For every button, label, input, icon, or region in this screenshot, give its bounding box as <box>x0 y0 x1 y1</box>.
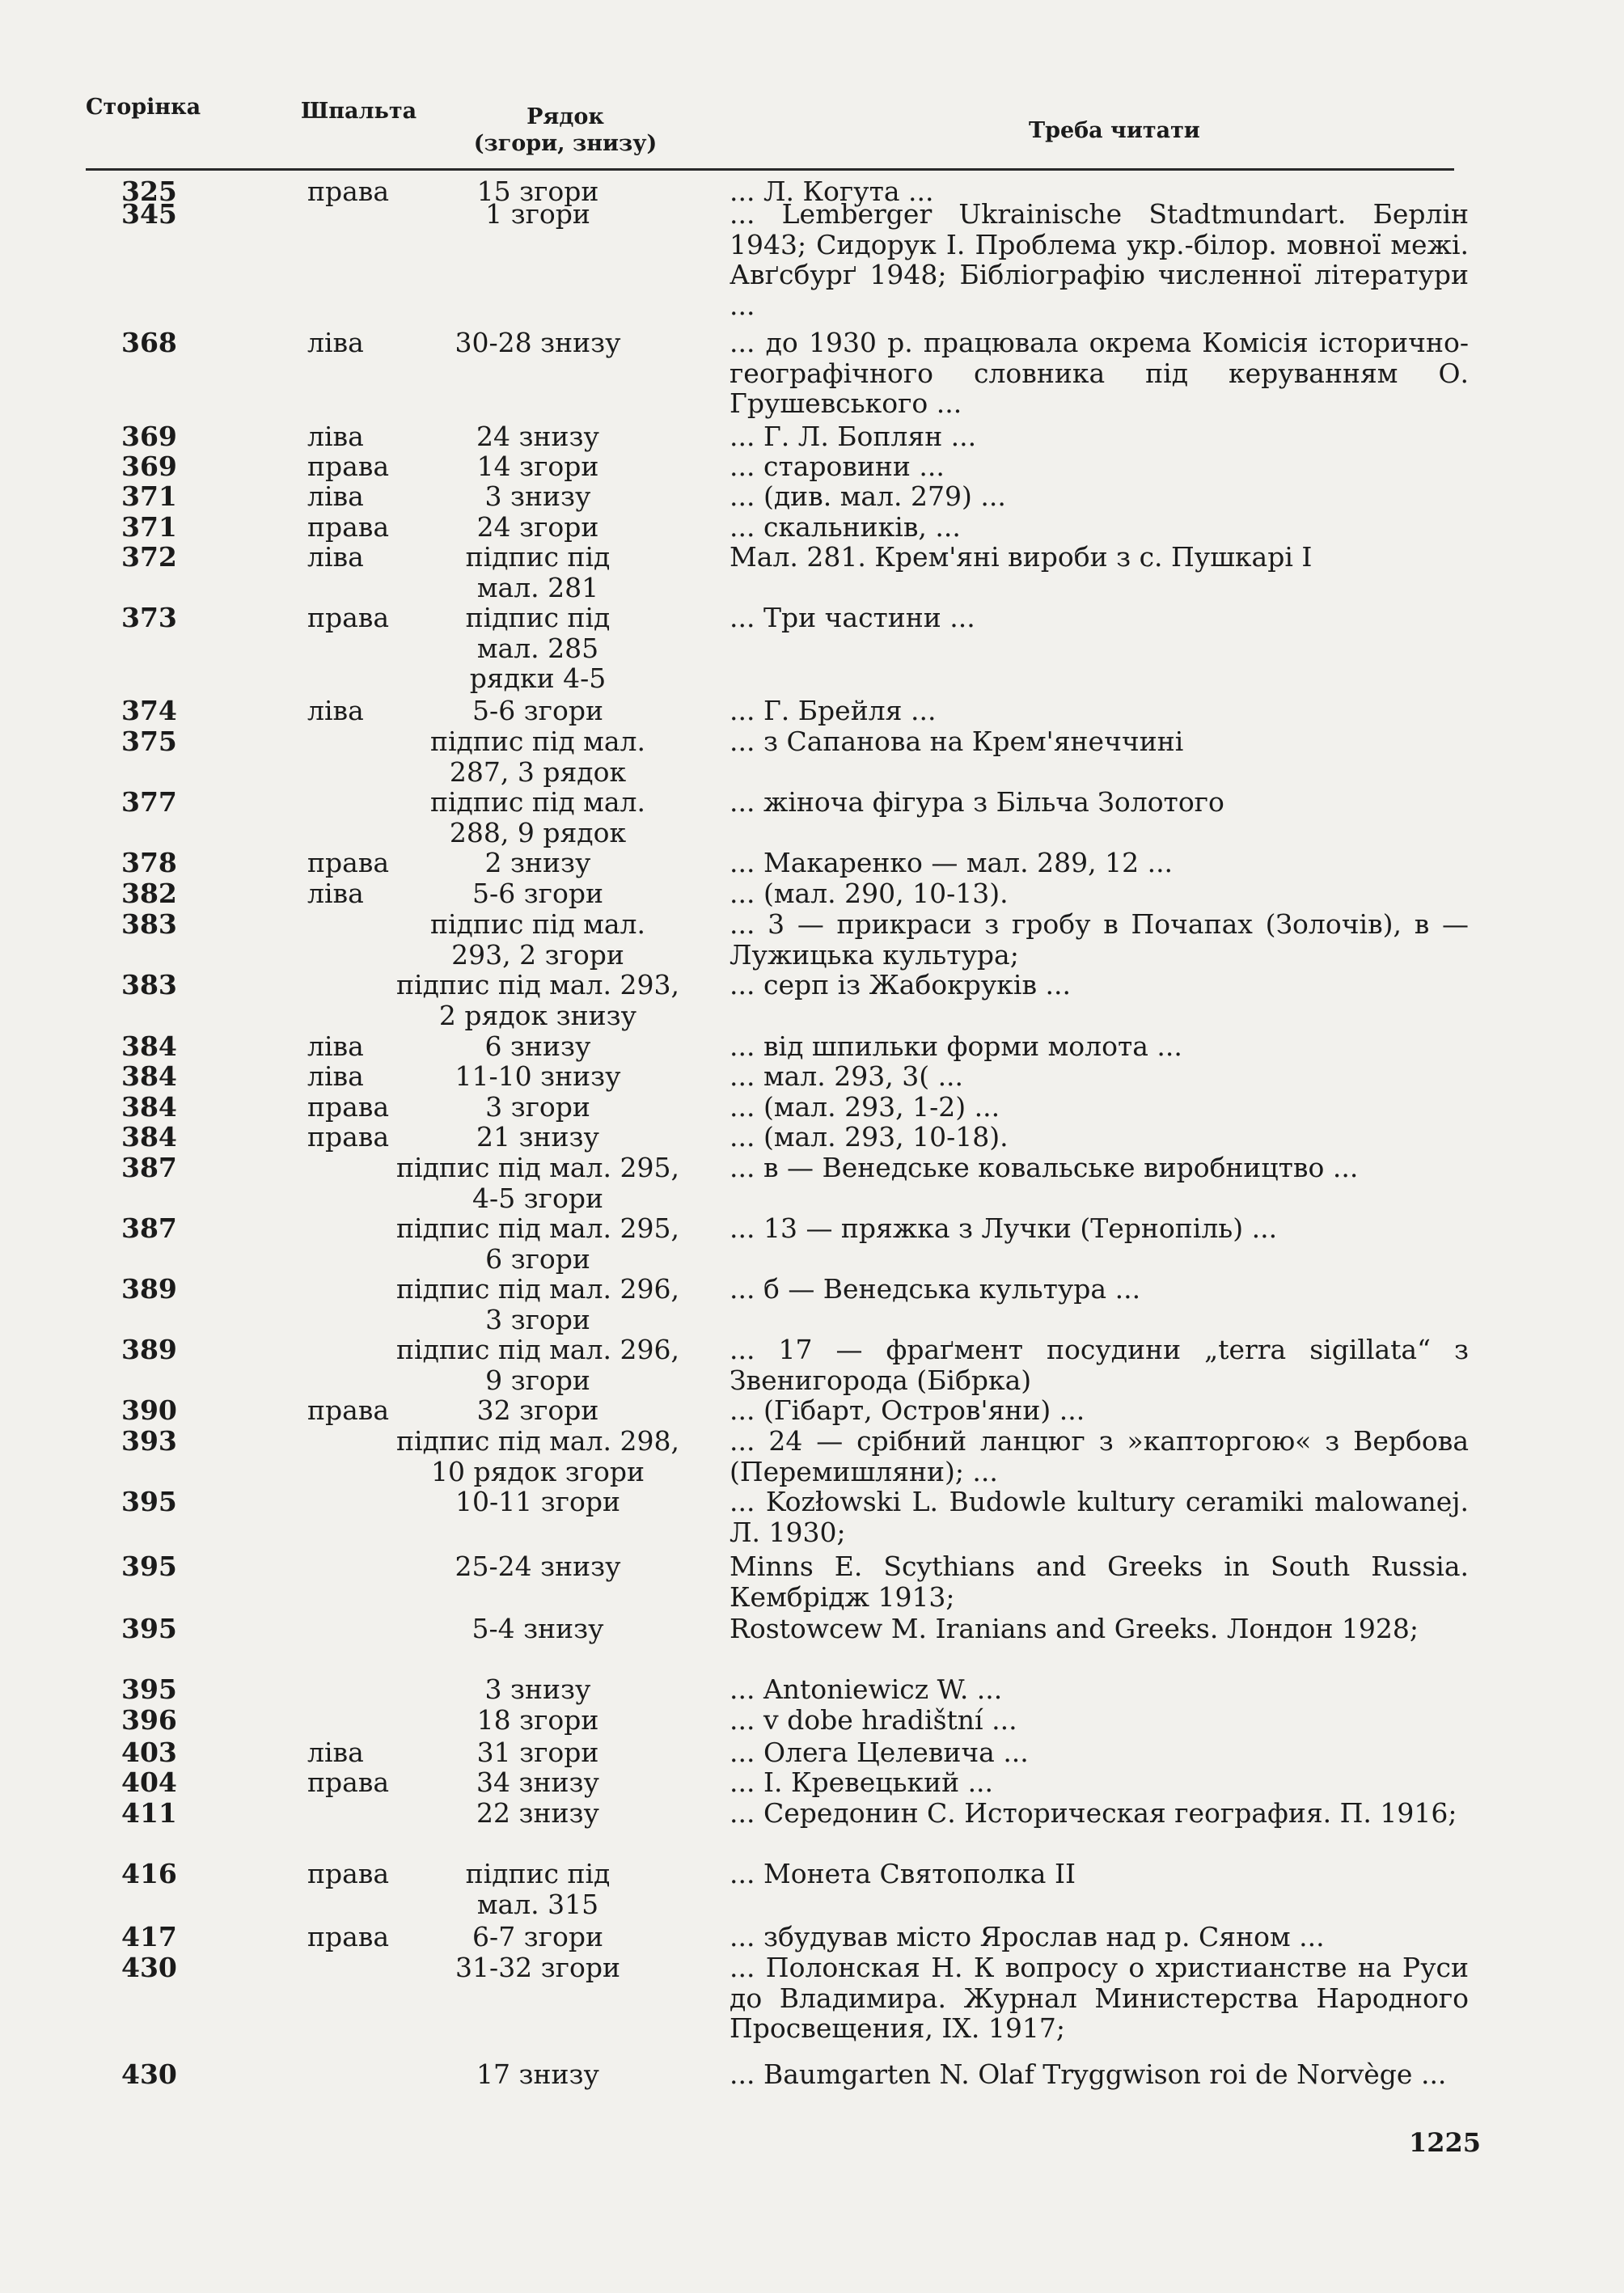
row-column: права <box>307 1121 390 1153</box>
row-correction: ... Л. Когута ... <box>730 176 934 207</box>
row-page-number: 384 <box>121 1060 177 1092</box>
row-page-number: 374 <box>121 695 177 726</box>
row-column: права <box>307 511 390 543</box>
row-correction: ... (мал. 290, 10-13). <box>730 878 1009 909</box>
header-read: Треба читати <box>1029 118 1200 143</box>
row-line: 2 знизу <box>484 847 591 878</box>
row-column: ліва <box>307 695 364 726</box>
row-line: 5-6 згори <box>472 695 603 726</box>
row-line: 15 згори <box>476 176 599 207</box>
row-line: 31-32 згори <box>455 1952 620 1983</box>
row-correction: ... Полонская Н. К вопросу о христианстве на Руси до Владимира. Журнал Министерства Народного Просвещения, IX. 1917; <box>730 1952 1469 2044</box>
row-correction: ... Г. Брейля ... <box>730 695 937 726</box>
row-column: ліва <box>307 1060 364 1092</box>
row-column: ліва <box>307 480 364 512</box>
row-line: підпис під мал. 315 <box>465 1858 611 1920</box>
row-line: 24 знизу <box>476 421 599 452</box>
row-page-number: 404 <box>121 1766 177 1798</box>
row-correction: ... скальників, ... <box>730 511 961 543</box>
row-correction: ... Lemberger Ukrainische Stadtmundart. Берлін 1943; Сидорук І. Проблема укр.-білор. мовної межі. Авґсбурґ 1948; Бібліографію численної літератури ... <box>730 198 1469 321</box>
row-correction: ... Baumgarten N. Olaf Tryggwison roi de Norvège ... <box>730 2058 1447 2090</box>
row-page-number: 403 <box>121 1737 177 1768</box>
row-line: підпис під мал. 287, 3 рядок <box>430 726 645 788</box>
row-column: ліва <box>307 327 364 358</box>
row-page-number: 371 <box>121 511 177 543</box>
row-correction: ... з Сапанова на Крем'янеччині <box>730 726 1184 757</box>
row-page-number: 369 <box>121 421 177 452</box>
row-correction: ... до 1930 р. працювала окрема Комісія історично-географічного словника під керуванням О. Грушевського ... <box>730 327 1469 419</box>
row-column: права <box>307 176 390 207</box>
header-rule <box>86 168 1454 171</box>
row-page-number: 395 <box>121 1613 177 1644</box>
row-page-number: 372 <box>121 541 177 573</box>
row-page-number: 345 <box>121 198 177 230</box>
row-column: ліва <box>307 878 364 909</box>
row-page-number: 383 <box>121 969 177 1001</box>
row-column: права <box>307 1394 390 1426</box>
row-line: 6-7 згори <box>472 1921 603 1952</box>
row-line: підпис під мал. 281 <box>465 541 611 603</box>
row-line: 3 згори <box>485 1091 590 1123</box>
row-line: 21 знизу <box>476 1121 599 1153</box>
row-page-number: 387 <box>121 1212 177 1244</box>
row-line: 5-4 знизу <box>472 1613 604 1644</box>
row-correction: ... v dobe hradištní ... <box>730 1704 1017 1736</box>
row-line: 10-11 згори <box>455 1486 620 1517</box>
row-line: 6 знизу <box>484 1030 591 1062</box>
row-page-number: 378 <box>121 847 177 878</box>
row-column: права <box>307 847 390 878</box>
row-line: 3 знизу <box>484 480 591 512</box>
row-page-number: 369 <box>121 451 177 482</box>
row-correction: Rostowcew M. Iranians and Greeks. Лондон 1928; <box>730 1613 1419 1644</box>
row-correction: ... (мал. 293, 10-18). <box>730 1121 1009 1153</box>
row-line: 30-28 знизу <box>455 327 621 358</box>
row-page-number: 373 <box>121 602 177 633</box>
row-correction: ... І. Кревецький ... <box>730 1766 994 1798</box>
row-correction: ... Antoniewicz W. ... <box>730 1673 1003 1705</box>
row-correction: ... Г. Л. Боплян ... <box>730 421 977 452</box>
row-page-number: 377 <box>121 786 177 818</box>
row-correction: Minns E. Scythians and Greeks in South Russia. Кембрідж 1913; <box>730 1551 1469 1613</box>
row-column: права <box>307 1858 390 1889</box>
row-line: 17 знизу <box>476 2058 599 2090</box>
row-page-number: 430 <box>121 2058 177 2090</box>
row-line: 1 згори <box>485 198 590 230</box>
row-column: права <box>307 1091 390 1123</box>
row-line: підпис під мал. 295, 4-5 згори <box>396 1152 679 1214</box>
header-line: Рядок (згори, знизу) <box>473 104 658 156</box>
row-line: 31 згори <box>476 1737 599 1768</box>
row-page-number: 395 <box>121 1486 177 1517</box>
row-page-number: 375 <box>121 726 177 757</box>
row-line: 25-24 знизу <box>455 1551 621 1582</box>
row-column: права <box>307 602 390 633</box>
row-page-number: 390 <box>121 1394 177 1426</box>
row-line: підпис під мал. 288, 9 рядок <box>430 786 645 848</box>
row-line: 18 згори <box>476 1704 599 1736</box>
row-correction: ... 13 — пряжка з Лучки (Тернопіль) ... <box>730 1212 1278 1244</box>
row-column: права <box>307 1766 390 1798</box>
row-page-number: 395 <box>121 1673 177 1705</box>
row-line: 22 знизу <box>476 1797 599 1829</box>
row-line: підпис під мал. 298, 10 рядок згори <box>396 1425 679 1487</box>
row-column: ліва <box>307 1030 364 1062</box>
row-page-number: 384 <box>121 1091 177 1123</box>
row-line: 3 знизу <box>484 1673 591 1705</box>
row-line: 11-10 знизу <box>455 1060 621 1092</box>
row-correction: ... б — Венедська культура ... <box>730 1273 1141 1305</box>
row-line: підпис під мал. 296, 9 згори <box>396 1334 679 1396</box>
row-line: 14 згори <box>476 451 599 482</box>
row-correction: ... старовини ... <box>730 451 945 482</box>
row-page-number: 396 <box>121 1704 177 1736</box>
row-correction: ... Три частини ... <box>730 602 975 633</box>
row-page-number: 384 <box>121 1030 177 1062</box>
row-page-number: 382 <box>121 878 177 909</box>
row-correction: ... Олега Целевича ... <box>730 1737 1029 1768</box>
row-correction: Мал. 281. Крем'яні вироби з с. Пушкарі І <box>730 541 1313 573</box>
row-page-number: 371 <box>121 480 177 512</box>
row-line: підпис під мал. 296, 3 згори <box>396 1273 679 1335</box>
row-page-number: 368 <box>121 327 177 358</box>
row-page-number: 430 <box>121 1952 177 1983</box>
row-correction: ... 17 — фраґмент посудини „terra sigillata“ з Звенигорода (Бібрка) <box>730 1334 1469 1396</box>
row-correction: ... мал. 293, 3( ... <box>730 1060 964 1092</box>
row-correction: ... 24 — срібний ланцюг з »капторгою« з Вербова (Перемишляни); ... <box>730 1425 1469 1487</box>
row-page-number: 393 <box>121 1425 177 1457</box>
row-page-number: 395 <box>121 1551 177 1582</box>
row-correction: ... серп із Жабокруків ... <box>730 969 1071 1001</box>
row-page-number: 411 <box>121 1797 177 1829</box>
row-correction: ... Монета Святополка II <box>730 1858 1076 1889</box>
row-line: підпис під мал. 293, 2 рядок знизу <box>396 969 679 1031</box>
row-line: підпис під мал. 295, 6 згори <box>396 1212 679 1275</box>
row-line: 32 згори <box>476 1394 599 1426</box>
row-correction: ... від шпильки форми молота ... <box>730 1030 1182 1062</box>
row-page-number: 325 <box>121 176 177 207</box>
row-correction: ... збудував місто Ярослав над р. Сяном ... <box>730 1921 1325 1952</box>
row-correction: ... Kozłowski L. Budowle kultury ceramiki malowanej. Л. 1930; <box>730 1486 1469 1548</box>
row-correction: ... Макаренко — мал. 289, 12 ... <box>730 847 1174 878</box>
row-page-number: 389 <box>121 1273 177 1305</box>
row-page-number: 384 <box>121 1121 177 1153</box>
row-column: ліва <box>307 421 364 452</box>
row-correction: ... (мал. 293, 1-2) ... <box>730 1091 1000 1123</box>
row-correction: ... Середонин С. Историческая география. П. 1916; <box>730 1797 1457 1829</box>
page-number: 1225 <box>1409 2127 1482 2158</box>
row-column: ліва <box>307 1737 364 1768</box>
row-correction: ... 3 — прикраси з гробу в Почапах (Золочів), в — Лужицька культура; <box>730 908 1469 971</box>
header-page: Сторінка <box>86 95 201 120</box>
row-line: 5-6 згори <box>472 878 603 909</box>
row-page-number: 383 <box>121 908 177 940</box>
row-line: 24 згори <box>476 511 599 543</box>
header-column: Шпальта <box>301 99 417 124</box>
row-correction: ... (Гібарт, Остров'яни) ... <box>730 1394 1085 1426</box>
row-line: 34 знизу <box>476 1766 599 1798</box>
row-column: права <box>307 1921 390 1952</box>
row-page-number: 389 <box>121 1334 177 1365</box>
row-column: права <box>307 451 390 482</box>
row-correction: ... в — Венедське ковальське виробництво ... <box>730 1152 1359 1183</box>
row-page-number: 417 <box>121 1921 177 1952</box>
row-page-number: 416 <box>121 1858 177 1889</box>
row-page-number: 387 <box>121 1152 177 1183</box>
row-line: підпис під мал. 285 рядки 4-5 <box>465 602 611 694</box>
row-column: ліва <box>307 541 364 573</box>
row-line: підпис під мал. 293, 2 згори <box>430 908 645 971</box>
row-correction: ... (див. мал. 279) ... <box>730 480 1006 512</box>
row-correction: ... жіноча фігура з Більча Золотого <box>730 786 1224 818</box>
